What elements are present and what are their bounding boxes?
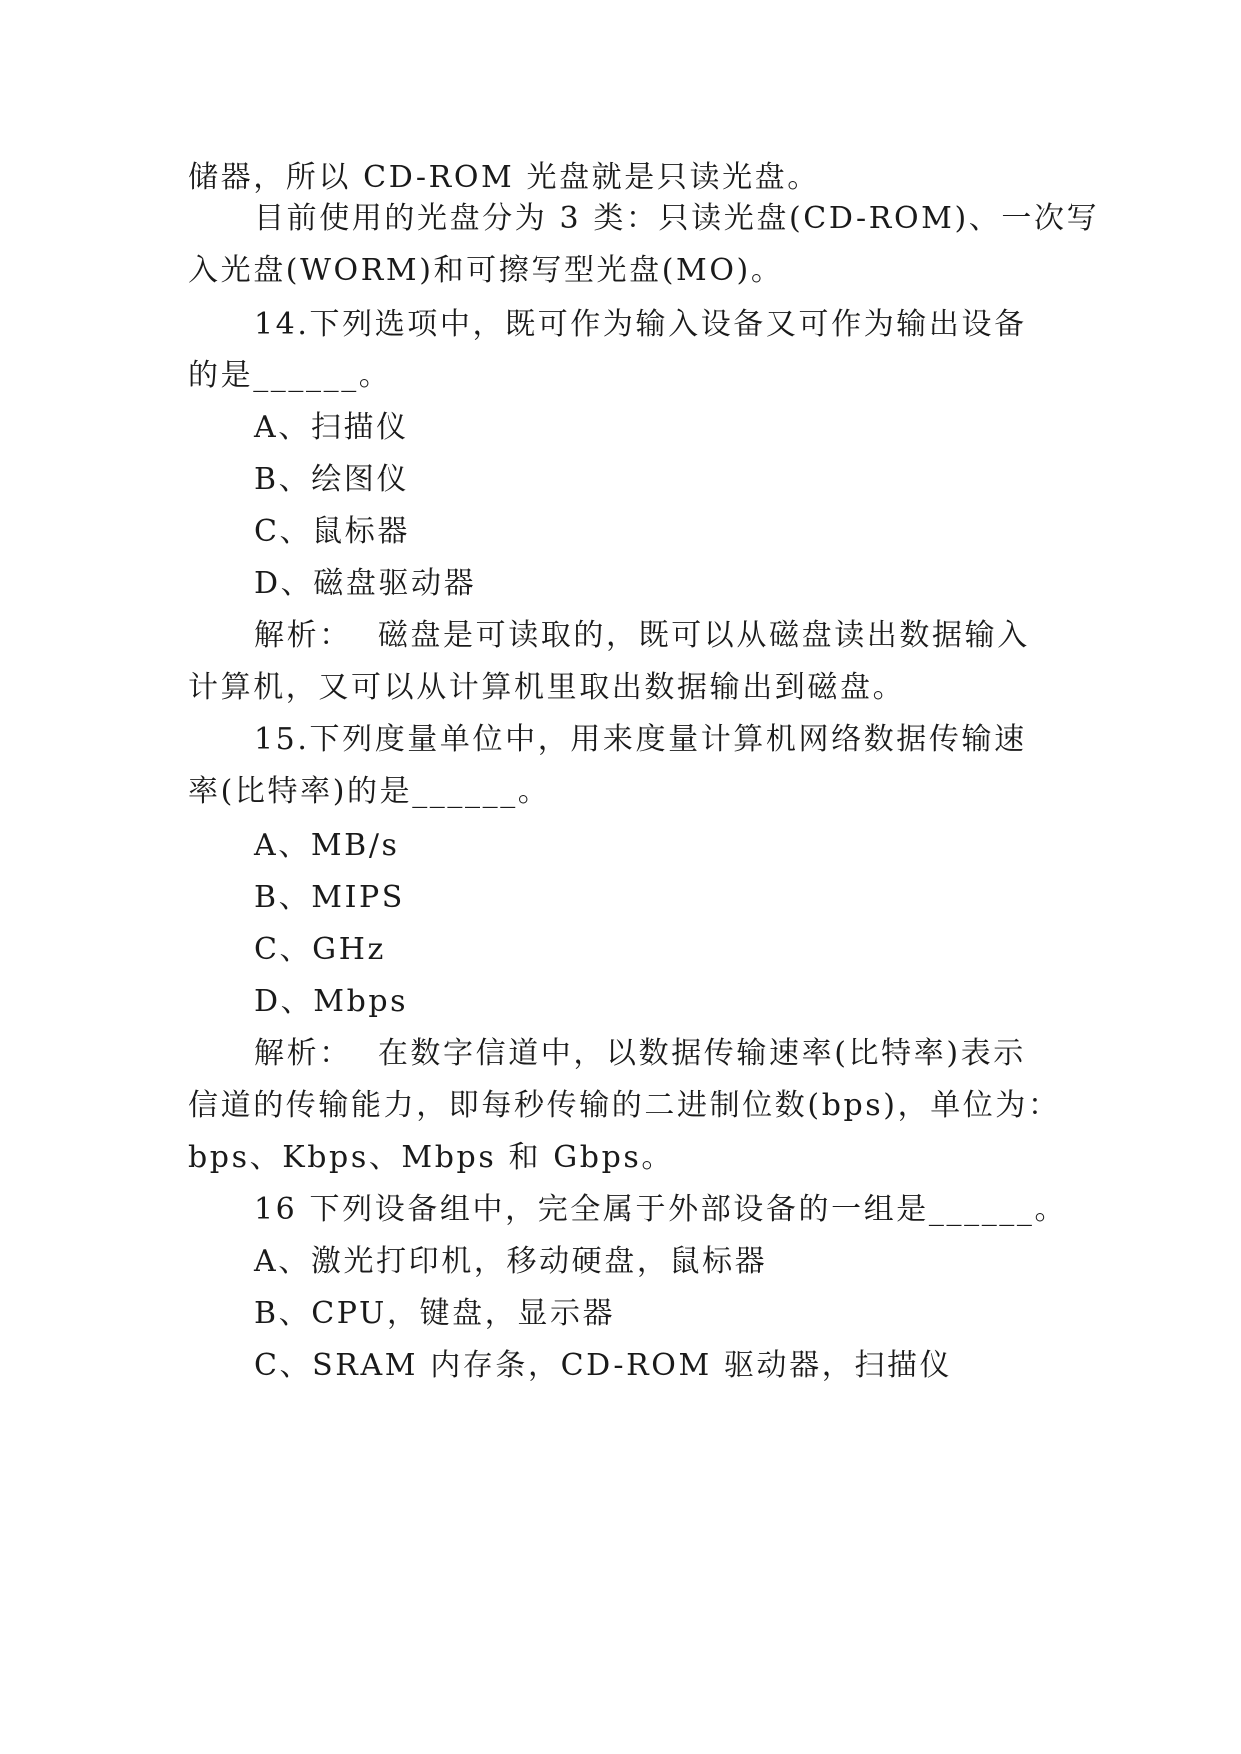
option-a: A、MB/s (254, 828, 400, 863)
question-14-text: 的是______。 (188, 358, 392, 393)
option-a: A、激光打印机，移动硬盘，鼠标器 (254, 1244, 768, 1279)
text-line: 目前使用的光盘分为 3 类：只读光盘(CD-ROM)、一次写 (254, 201, 1100, 236)
option-b: B、MIPS (254, 880, 405, 915)
text-line: 储器，所以 CD-ROM 光盘就是只读光盘。 (188, 160, 820, 195)
explanation-line (254, 616, 1030, 656)
option-c: C、鼠标器 (254, 514, 410, 549)
explanation-text: bps、Kbps、Mbps 和 Gbps。 (188, 1140, 674, 1175)
option-d: D、磁盘驱动器 (254, 566, 477, 601)
question-15-text: 率(比特率)的是______。 (188, 774, 551, 809)
explanation-text: 信道的传输能力，即每秒传输的二进制位数(bps)，单位为： (188, 1088, 1061, 1123)
explanation-label: 解析： (254, 618, 352, 653)
option-d: D、Mbps (254, 984, 409, 1019)
explanation-text: 计算机，又可以从计算机里取出数据输出到磁盘。 (188, 670, 906, 705)
question-15-text: 15.下列度量单位中，用来度量计算机网络数据传输速 (254, 722, 1027, 757)
explanation-text: 在数字信道中，以数据传输速率(比特率)表示 (377, 1036, 1026, 1071)
question-16-text: 16 下列设备组中，完全属于外部设备的一组是______。 (254, 1192, 1068, 1227)
option-b: B、CPU，键盘，显示器 (254, 1296, 616, 1331)
explanation-text: 磁盘是可读取的，既可以从磁盘读出数据输入 (377, 618, 1030, 653)
option-c: C、GHz (254, 932, 386, 967)
question-14-text: 14.下列选项中，既可作为输入设备又可作为输出设备 (254, 307, 1027, 342)
explanation-line (254, 1034, 1026, 1074)
text-line: 入光盘(WORM)和可擦写型光盘(MO)。 (188, 253, 784, 288)
option-b: B、绘图仪 (254, 462, 410, 497)
option-a: A、扫描仪 (254, 410, 409, 445)
explanation-label: 解析： (254, 1036, 352, 1071)
option-c: C、SRAM 内存条，CD-ROM 驱动器，扫描仪 (254, 1348, 953, 1383)
